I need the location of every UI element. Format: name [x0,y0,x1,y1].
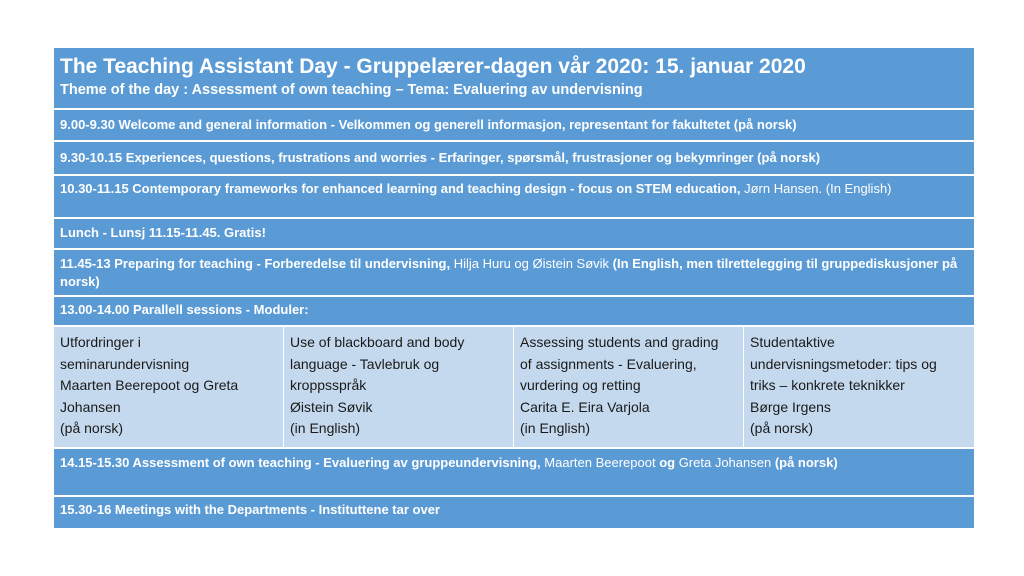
session-line: language - Tavlebruk og [290,355,440,372]
assessment-og: og [655,455,676,470]
row-frameworks [54,176,974,219]
row-parallel [54,297,974,327]
meetings-text: 15.30-16 Meetings with the Departments - Instituttene tar over [60,502,440,517]
session-line: (på norsk) [750,420,814,436]
session-line: vurdering og retting [520,377,641,393]
session-line: (in English) [290,420,361,436]
session-cell [54,327,284,447]
session-line: Carita E. Eira Varjola [520,398,650,415]
preparing-speakers: Hilja Huru og Øistein Søvik [450,256,610,271]
row-welcome [54,110,974,142]
session-cell [284,327,514,447]
preparing-title: 11.45-13 Preparing for teaching - Forberedelse til undervisning, [60,256,451,271]
session-line: Utfordringer i [60,334,141,350]
session-line: (in English) [520,420,591,436]
session-line: undervisningsmetoder: tips og [750,355,937,372]
session-line: triks – konkrete teknikker [750,377,905,393]
welcome-text: 9.00-9.30 Welcome and general information - Velkommen og generell informasjon, representant for fakultetet (på norsk) [60,117,797,132]
session-line: Maarten Beerepoot og Greta [60,377,239,393]
header-row [54,48,974,110]
session-line: Use of blackboard and body [290,334,465,350]
parallel-sessions [54,327,974,449]
assessment-speaker-1: Maarten Beerepoot [540,455,656,470]
row-lunch [54,219,974,250]
row-experiences [54,142,974,176]
preparing-note: (In English, men tilrettelegging til gruppediskusjoner på norsk) [60,256,958,289]
row-meetings [54,497,974,528]
lunch-text: Lunch - Lunsj 11.15-11.45. Gratis! [60,225,266,240]
assessment-speaker-2: Greta Johansen [675,455,772,470]
session-line: (på norsk) [60,420,124,436]
row-assessment [54,449,974,497]
theme-subtitle: Theme of the day : Assessment of own teaching – Tema: Evaluering av undervisning [60,82,643,98]
session-line: seminarundervisning [60,355,190,372]
session-cell [514,327,744,447]
session-line: of assignments - Evaluering, [520,355,697,372]
row-preparing [54,250,974,297]
session-line: Assessing students and grading [520,334,719,350]
session-line: Børge Irgens [750,398,831,415]
session-line: Johansen [60,398,121,415]
page-title: The Teaching Assistant Day - Gruppelærer-dagen vår 2020: 15. januar 2020 [60,55,806,78]
assessment-title: 14.15-15.30 Assessment of own teaching - Evaluering av gruppeundervisning, [60,455,541,470]
session-line: kroppsspråk [290,377,367,393]
session-line: Øistein Søvik [290,398,373,415]
session-cell [744,327,974,447]
assessment-note: (på norsk) [771,455,838,470]
session-line: Studentaktive [750,334,835,350]
frameworks-speaker: Jørn Hansen. (In English) [740,181,892,196]
frameworks-title: 10.30-11.15 Contemporary frameworks for enhanced learning and teaching design - focus on STEM education, [60,181,741,196]
parallel-text: 13.00-14.00 Parallell sessions - Moduler: [60,302,309,317]
experiences-text: 9.30-10.15 Experiences, questions, frustrations and worries - Erfaringer, spørsmål, frustrasjoner og bekymringer (på norsk) [60,150,821,165]
schedule-table [54,48,974,528]
